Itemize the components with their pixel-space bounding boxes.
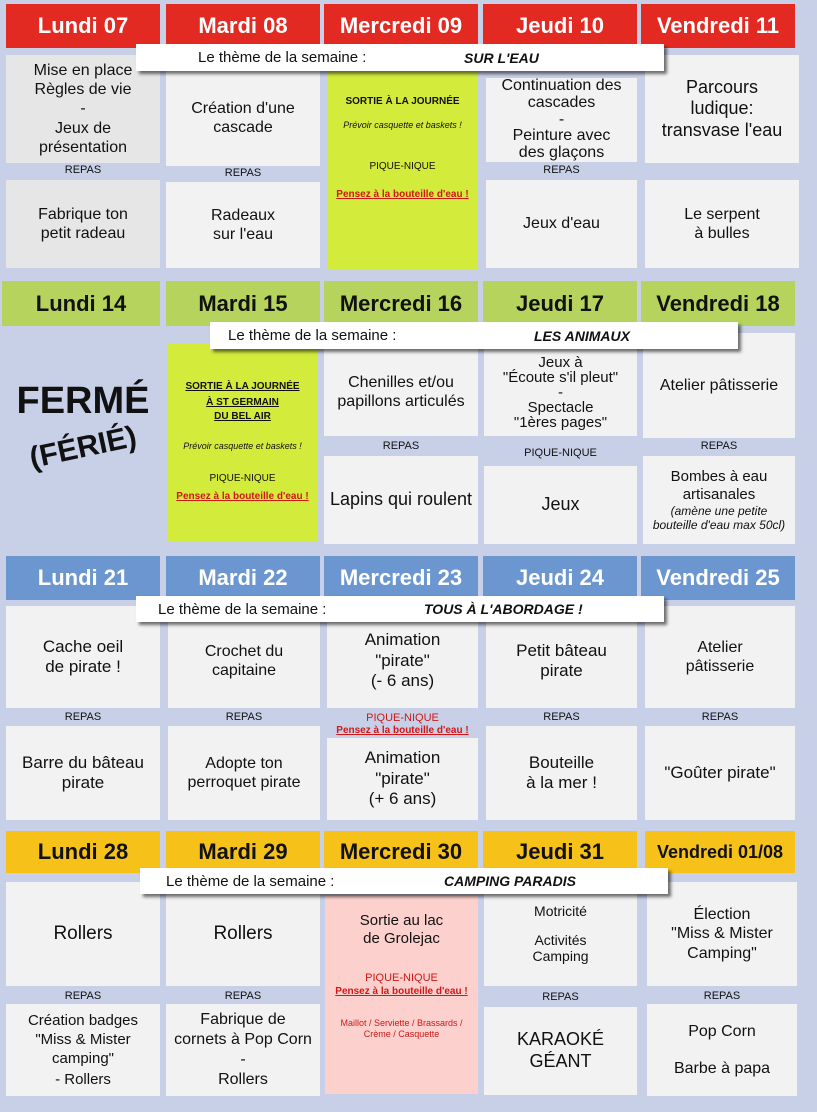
water-reminder: Pensez à la bouteille d'eau ! <box>336 725 469 736</box>
repas-label: REPAS <box>701 711 739 723</box>
activity-line: (- 6 ans) <box>370 671 435 691</box>
activity-cell <box>484 882 637 986</box>
picnic-label: PIQUE-NIQUE <box>369 160 436 172</box>
activity-line: Atelier <box>697 638 743 656</box>
activity-line: - <box>558 383 563 401</box>
activity-line: pâtisserie <box>685 658 755 675</box>
repas-label: REPAS <box>543 711 580 723</box>
activity-line: Bouteille <box>528 752 595 772</box>
activity-cell <box>645 180 799 268</box>
theme-banner <box>140 868 668 894</box>
picnic-label: PIQUE-NIQUE <box>524 447 597 459</box>
day-header-jeudi: Jeudi 17 <box>483 281 637 326</box>
activity-cell <box>166 1004 320 1096</box>
activity-line: camping" <box>51 1050 115 1067</box>
activity-line: artisanales <box>682 485 756 503</box>
activity-line: Animation <box>364 748 441 768</box>
day-header-lundi: Lundi 21 <box>6 556 160 600</box>
repas-label: REPAS <box>542 991 579 1003</box>
repas-label: REPAS <box>700 440 738 452</box>
theme-value: LES ANIMAUX <box>534 327 630 344</box>
activity-cell <box>6 882 160 986</box>
activity-cell <box>645 55 799 163</box>
activity-line: transvase l'eau <box>661 119 783 140</box>
repas-label: REPAS <box>543 164 580 176</box>
activity-line: Chenilles et/ou <box>348 373 454 391</box>
activity-line: sur l'eau <box>213 226 273 243</box>
activity-line: Rollers <box>213 922 273 944</box>
outing-cell <box>327 70 478 270</box>
activity-line: "1ères pages" <box>513 413 608 431</box>
activity-line: Le serpent <box>684 205 760 223</box>
holiday-label: (FÉRIÉ) <box>26 420 140 475</box>
activity-line: - <box>80 100 86 118</box>
outing-title: SORTIE À LA JOURNÉE <box>345 96 460 107</box>
repas-label: REPAS <box>225 711 263 723</box>
activity-line: Petit bâteau <box>516 640 607 660</box>
activity-line: pirate <box>540 661 583 680</box>
activity-line: de pirate ! <box>45 657 121 676</box>
day-header-mardi: Mardi 08 <box>166 4 320 48</box>
activity-line: KARAOKÉ <box>516 1029 605 1050</box>
activity-line: Jeux <box>541 494 580 515</box>
activity-line: Cache oeil <box>42 636 124 656</box>
repas-label: REPAS <box>64 164 102 176</box>
day-header-vendredi: Vendredi 11 <box>641 4 795 48</box>
activity-line: GÉANT <box>529 1051 592 1071</box>
water-reminder: Pensez à la bouteille d'eau ! <box>335 986 468 998</box>
theme-banner <box>210 322 738 349</box>
activity-line: capitaine <box>211 662 277 679</box>
day-header-lundi: Lundi 07 <box>6 4 160 48</box>
activity-line: à bulles <box>694 225 750 242</box>
activity-line: Crochet du <box>204 642 284 660</box>
activity-cell <box>643 456 795 544</box>
day-header-mercredi: Mercredi 16 <box>324 281 478 326</box>
activity-line: Jeux à <box>538 353 583 371</box>
activity-cell <box>484 1007 637 1095</box>
activity-line: Adopte ton <box>205 754 283 772</box>
activity-line: cascades <box>527 93 596 111</box>
day-header-mercredi: Mercredi 30 <box>324 831 478 873</box>
repas-label: REPAS <box>382 440 420 452</box>
theme-value: SUR L'EAU <box>464 49 539 66</box>
activity-line: "Goûter pirate" <box>664 762 776 782</box>
activity-cell <box>6 1004 160 1096</box>
activity-line: Animation <box>364 630 441 650</box>
activity-cell <box>6 726 160 820</box>
activity-cell <box>166 882 320 986</box>
activity-line: Règles de vie <box>34 81 132 99</box>
activity-line: Atelier pâtisserie <box>659 376 779 394</box>
theme-label: Le thème de la semaine : <box>198 49 367 66</box>
outing-note: Prévoir casquette et baskets ! <box>183 440 302 451</box>
activity-line: Bombes à eau <box>670 467 768 485</box>
activity-cell <box>647 1004 797 1096</box>
activity-line: perroquet pirate <box>187 774 301 791</box>
activity-line: Spectacle <box>527 398 594 416</box>
repas-label: REPAS <box>224 167 262 179</box>
activity-cell <box>324 456 478 544</box>
outing-title: SORTIE À LA JOURNÉE <box>185 380 300 392</box>
activity-cell <box>645 606 795 708</box>
activity-line: présentation <box>38 138 128 156</box>
outing-cell <box>325 896 478 1094</box>
activity-cell <box>486 726 637 820</box>
day-header-vendredi: Vendredi 18 <box>641 281 795 326</box>
outing-items: Maillot / Serviette / Brassards / <box>340 1018 463 1029</box>
activity-line: (+ 6 ans) <box>368 789 437 809</box>
day-header-mercredi: Mercredi 09 <box>324 4 478 48</box>
activity-line: Motricité <box>534 902 587 919</box>
activity-line: Fabrique de <box>200 1011 286 1028</box>
picnic-label: PIQUE-NIQUE <box>209 473 276 485</box>
picnic-label: PIQUE-NIQUE <box>366 712 439 724</box>
activity-line: Élection <box>693 906 751 924</box>
activity-line: à la mer ! <box>526 773 597 792</box>
activity-line: Fabrique ton <box>38 205 128 223</box>
water-reminder: Pensez à la bouteille d'eau ! <box>336 188 469 200</box>
activity-cell <box>327 738 478 820</box>
day-header-vendredi: Vendredi 25 <box>641 556 795 600</box>
theme-value: CAMPING PARADIS <box>444 873 576 889</box>
activity-cell <box>166 182 320 268</box>
outing-title: Sortie au lac <box>359 912 444 929</box>
day-header-mardi: Mardi 22 <box>166 556 320 600</box>
activity-line: Parcours <box>685 76 759 97</box>
activity-note: bouteille d'eau max 50cl) <box>652 518 786 532</box>
activity-line: - Rollers <box>55 1071 111 1089</box>
day-header-mardi: Mardi 29 <box>166 831 320 873</box>
theme-banner <box>136 596 664 622</box>
activity-line: Radeaux <box>210 206 276 224</box>
activity-note: (amène une petite <box>670 503 768 518</box>
activity-line: pirate <box>61 773 105 792</box>
theme-label: Le thème de la semaine : <box>166 872 335 890</box>
activity-line: Camping" <box>687 944 757 962</box>
activity-cell <box>166 70 320 166</box>
activity-line: Pop Corn <box>688 1022 756 1040</box>
activity-line: Lapins qui roulent <box>329 489 473 510</box>
activity-line: Création d'une <box>191 99 295 117</box>
activity-cell <box>327 614 478 708</box>
activity-cell <box>168 726 320 820</box>
activity-cell <box>6 55 160 163</box>
day-header-lundi: Lundi 28 <box>6 831 160 873</box>
activity-line: Barre du bâteau <box>22 752 144 772</box>
repas-label: REPAS <box>703 990 741 1002</box>
activity-line: Jeux d'eau <box>523 215 600 233</box>
activity-line: Activités <box>534 931 587 948</box>
repas-label: REPAS <box>224 990 262 1002</box>
day-header-jeudi: Jeudi 24 <box>483 556 637 600</box>
day-header-vendredi: Vendredi 01/08 <box>645 831 795 873</box>
activity-cell <box>6 180 160 268</box>
theme-value: TOUS À L'ABORDAGE ! <box>424 601 583 617</box>
activity-line: cascade <box>213 119 273 136</box>
closed-label: FERMÉ <box>16 380 150 422</box>
activity-line: Création badges <box>27 1011 139 1029</box>
activity-line: papillons articulés <box>337 393 465 410</box>
activity-line: "Miss & Mister <box>671 925 773 943</box>
activity-line: "Écoute s'il pleut" <box>502 368 619 386</box>
activity-line: Continuation des <box>501 77 622 95</box>
activity-line: Jeux de <box>54 119 112 137</box>
activity-line: Peinture avec <box>512 127 611 145</box>
activity-line: - <box>240 1051 246 1068</box>
activity-line: Camping <box>532 948 589 965</box>
theme-banner <box>136 44 664 71</box>
outing-cell <box>168 344 317 542</box>
activity-line: Mise en place <box>33 62 133 80</box>
water-reminder: Pensez à la bouteille d'eau ! <box>176 491 309 503</box>
day-header-lundi: Lundi 14 <box>2 281 160 326</box>
activity-cell <box>484 466 637 544</box>
activity-cell <box>484 348 637 436</box>
theme-label: Le thème de la semaine : <box>228 327 397 344</box>
activity-line: petit radeau <box>40 225 126 242</box>
activity-cell <box>486 180 637 268</box>
activity-line: cornets à Pop Corn <box>174 1031 312 1048</box>
activity-line: Rollers <box>53 922 113 944</box>
activity-line: "Miss & Mister <box>35 1030 131 1048</box>
activity-line: - <box>558 110 565 128</box>
day-header-jeudi: Jeudi 31 <box>483 831 637 873</box>
outing-title: À ST GERMAIN <box>206 396 279 408</box>
day-header-jeudi: Jeudi 10 <box>483 4 637 48</box>
repas-label: REPAS <box>64 711 102 723</box>
closed-notice <box>6 380 160 500</box>
day-header-mercredi: Mercredi 23 <box>324 556 478 600</box>
activity-cell <box>486 614 637 708</box>
outing-note: Prévoir casquette et baskets ! <box>343 120 462 130</box>
activity-cell <box>647 882 797 986</box>
activity-cell <box>168 614 320 708</box>
outing-title: DU BEL AIR <box>214 410 271 422</box>
activity-cell <box>324 348 478 436</box>
outing-items: Crème / Casquette <box>363 1028 440 1039</box>
activity-cell <box>486 78 637 162</box>
activity-line: Barbe à papa <box>673 1060 771 1077</box>
outing-title: de Grolejac <box>363 930 440 947</box>
activity-line: Rollers <box>218 1071 268 1088</box>
activity-line: ludique: <box>690 98 754 119</box>
picnic-label: PIQUE-NIQUE <box>365 972 438 984</box>
day-header-mardi: Mardi 15 <box>166 281 320 326</box>
activity-cell <box>645 726 795 820</box>
repas-label: REPAS <box>64 990 102 1002</box>
theme-label: Le thème de la semaine : <box>158 600 327 618</box>
activity-line: "pirate" <box>375 768 430 788</box>
activity-line: "pirate" <box>375 650 430 670</box>
activity-line: des glaçons <box>518 144 605 162</box>
